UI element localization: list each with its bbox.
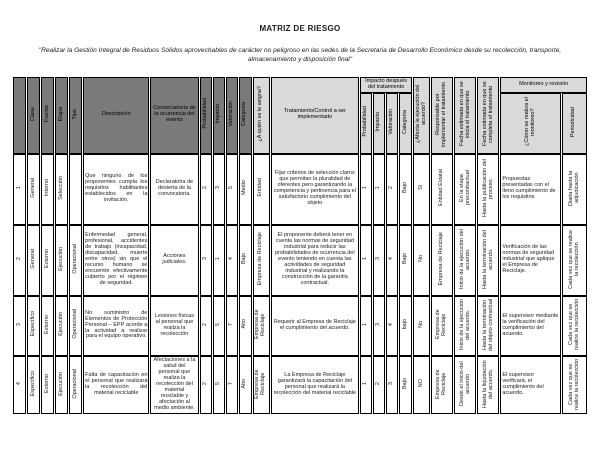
cell-asigna (253, 296, 270, 356)
cell-val2-text: 2 (388, 186, 395, 190)
table-row (13, 296, 587, 356)
cell-prob (200, 154, 212, 225)
cell-descripcion: Enfermedad general, profesional, accidentes de trabajo (incapacidad, discapacidad, muerte entre otros) sin que el recurso humano se encuentre efectivamente cubierto por el régimen de seguridad. (83, 225, 149, 296)
cell-val2 (386, 225, 398, 296)
cell-prob2-text: 1 (362, 382, 369, 386)
cell-etapa (55, 356, 68, 415)
cell-period-text: Diaria hasta la adjudicación (567, 170, 580, 206)
cell-responsable-text: Empresa de Reciclaje (438, 231, 445, 286)
cell-imp-text: 1 (214, 257, 221, 261)
cell-asigna-text: Empresa de Reciclaje (257, 231, 264, 286)
cell-etapa-text: Ejecución (57, 312, 64, 337)
cell-fecha-inicia-text: Desde el inicio del acuerdo (458, 361, 471, 406)
cell-afecta (413, 296, 430, 356)
group-header-impacto-despues: Impacto después del tratamiento (360, 77, 412, 93)
cell-num (13, 225, 26, 296)
cell-asigna-text: Empresa de Reciclaje (254, 368, 267, 399)
cell-prob2 (360, 296, 372, 356)
cell-tipo (69, 154, 82, 225)
cell-prob-text: 2 (201, 382, 208, 386)
col-header-consecuencia: Consecuencia de la ocurrencia del evento (150, 77, 198, 154)
cell-asigna (253, 356, 270, 415)
cell-fecha-inicia (454, 356, 476, 415)
cell-afecta-text: No (417, 255, 424, 263)
col-header-responsable-label: Responsable por implementar el tratamiento (435, 81, 448, 147)
col-header-periodicidad-label: Periodicidad (570, 106, 577, 137)
cell-tipo (69, 296, 82, 356)
cell-responsable-text: Empresa de Reciclaje (435, 368, 448, 399)
col-header-clase-label: Clase (29, 106, 36, 121)
cell-cat2 (399, 296, 412, 356)
cell-prob2 (360, 356, 372, 415)
col-header-tratamiento: Tratamiento/Control a ser implementado (271, 77, 359, 154)
col-header-valoracion2 (386, 93, 398, 154)
cell-imp2-text: 3 (375, 257, 382, 261)
cell-period (562, 154, 587, 225)
cell-cat (239, 296, 252, 356)
col-header-etapa (55, 77, 68, 154)
col-header-como-monitoreo (500, 93, 560, 154)
cell-fecha-inicia (454, 296, 476, 356)
cell-fecha-inicia-text: En la etapa precontractual (458, 170, 471, 206)
cell-responsable (431, 225, 453, 296)
col-header-tipo (69, 77, 82, 154)
group-header-monitoreo: Monitoreo y revisión (500, 77, 587, 93)
cell-imp2-text: 3 (375, 322, 382, 326)
cell-prob-text: 2 (201, 186, 208, 190)
cell-imp (213, 225, 225, 296)
col-header-asigna (253, 77, 270, 154)
cell-cat2 (399, 356, 412, 415)
cell-val2 (386, 356, 398, 415)
cell-prob (200, 225, 212, 296)
col-header-tipo-label: Tipo (71, 108, 78, 120)
cell-cat2-text: Bajo (401, 378, 408, 390)
cell-period (562, 225, 587, 296)
cell-afecta (413, 154, 430, 225)
cell-cat2 (399, 225, 412, 296)
cell-num-text: 4 (15, 382, 22, 386)
cell-num (13, 356, 26, 415)
col-header-fuente-label: Fuente (43, 105, 50, 123)
cell-num (13, 154, 26, 225)
cell-tratamiento: El proponente deberá tener en cuenta las normas de seguridad industrial para reducir las probabilidades de ocurrencia del evento teniendo en cuenta las actividades de seguridad industrial y realizando la construcción de la garantía contractual. (271, 225, 359, 296)
cell-responsable-text: Entidad Estatal (438, 169, 445, 207)
risk-matrix-table (12, 77, 588, 415)
col-header-fecha-completa-label: Fecha estimada en que se completa el tratamiento (481, 81, 494, 147)
cell-tipo-text: Operacional (71, 309, 78, 339)
cell-period-text: Cada vez que se realice la recolección (567, 357, 580, 410)
cell-clase (27, 154, 40, 225)
cell-asigna-text: Empresa de Reciclaje (254, 309, 267, 339)
page-title: MATRIZ DE RIESGO (259, 24, 341, 33)
cell-clase (27, 296, 40, 356)
cell-tipo (69, 356, 82, 415)
cell-fuente (41, 296, 54, 356)
cell-val2 (386, 154, 398, 225)
cell-val-text: 5 (227, 186, 234, 190)
cell-val2 (386, 296, 398, 356)
cell-fecha-inicia-text: Inicio de la ejecución del acuerdo. (458, 298, 471, 350)
cell-consecuencia: Acciones judiciales. (150, 225, 198, 296)
cell-imp-text: 5 (214, 382, 221, 386)
cell-tipo-text: Operacional (71, 243, 78, 274)
cell-imp2 (373, 154, 385, 225)
col-header-categoria2 (399, 93, 412, 154)
table-row (13, 154, 587, 225)
cell-fuente-text: Interno (43, 179, 50, 197)
cell-prob (200, 356, 212, 415)
col-header-impacto2 (373, 93, 385, 154)
cell-prob2 (360, 225, 372, 296)
cell-fecha-inicia-text: Inicio de la ejecución del acuerdo. (458, 228, 471, 289)
cell-val (226, 356, 238, 415)
col-header-fuente (41, 77, 54, 154)
cell-etapa (55, 225, 68, 296)
col-header-impacto-label: Impacto (214, 103, 221, 124)
cell-val-text: 4 (227, 257, 234, 261)
cell-imp (213, 154, 225, 225)
document-subtitle: "Realizar la Gestión Integral de Residuos Sólidos aprovechables de carácter no peligroso en las sedes de la Secretaria de Desarrollo Económico desde su recolección, transporte, almacenamiento y disposición final" (38, 47, 562, 63)
cell-fecha-completa (477, 296, 499, 356)
cell-cat-text: Bajo (241, 253, 248, 265)
cell-monitoreo: El supervisor verificará, el cumplimiento del acuerdo. (500, 356, 560, 415)
cell-etapa-text: Ejecución (57, 371, 64, 396)
cell-afecta (413, 225, 430, 296)
col-header-num (13, 77, 26, 154)
cell-responsable-text: Empresa de Reciclaje (435, 309, 448, 339)
col-header-etapa-label: Etapa (57, 106, 64, 121)
cell-clase (27, 356, 40, 415)
cell-afecta (413, 356, 430, 415)
cell-asigna (253, 154, 270, 225)
col-header-impacto2-label: Impacto (375, 111, 382, 132)
cell-fecha-completa (477, 154, 499, 225)
cell-val-text: 7 (227, 382, 234, 386)
cell-clase-text: Específico (29, 311, 36, 337)
cell-fuente (41, 225, 54, 296)
cell-fecha-inicia (454, 154, 476, 225)
col-header-fecha-completa (477, 77, 499, 154)
cell-val (226, 154, 238, 225)
cell-clase (27, 225, 40, 296)
cell-responsable (431, 296, 453, 356)
col-header-valoracion-label: Valoración (227, 100, 234, 127)
cell-descripcion: Que ninguno de los proponentes cumpla los requisitos habilitantes establecidos en la invitación. (83, 154, 149, 225)
cell-fecha-completa-text: Hasta la liquidación del acuerdo. (481, 359, 494, 408)
cell-period (562, 356, 587, 415)
cell-cat (239, 154, 252, 225)
cell-val2-text: 4 (388, 257, 395, 261)
col-header-probabilidad (200, 77, 212, 154)
cell-num-text: 2 (15, 257, 22, 261)
cell-imp2 (373, 225, 385, 296)
cell-cat2-text: Bajo (401, 182, 408, 194)
cell-prob-text: 2 (201, 322, 208, 326)
cell-prob (200, 296, 212, 356)
cell-monitoreo: El supervisor mediante la verificación del cumplimiento del acuerdo. (500, 296, 560, 356)
col-header-valoracion (226, 77, 238, 154)
col-header-categoria (239, 77, 252, 154)
cell-imp2-text: 2 (375, 382, 382, 386)
col-header-probabilidad2 (360, 93, 372, 154)
cell-cat (239, 225, 252, 296)
cell-tipo-text: Operacional (71, 368, 78, 399)
cell-tratamiento: Fijar criterios de selección claros que permitan la pluralidad de oferentes pero garantizando la competencia y pertinencia para el satisfactorio cumplimiento del objeto (271, 154, 359, 225)
cell-fecha-inicia (454, 225, 476, 296)
cell-imp (213, 356, 225, 415)
table-row (13, 225, 587, 296)
cell-period-text: Cada vez que se realice la recolección (567, 298, 580, 350)
cell-consecuencia: Declaratoria de desierta de la convocatoria. (150, 154, 198, 225)
col-header-fecha-inicia-label: Fecha estimada en que se inicia el tratamiento (458, 81, 471, 147)
cell-num-text: 1 (15, 186, 22, 190)
cell-prob2 (360, 154, 372, 225)
cell-imp-text: 5 (214, 322, 221, 326)
cell-clase-text: General (29, 248, 36, 269)
cell-tipo (69, 225, 82, 296)
cell-fuente-text: Externo (43, 249, 50, 269)
col-header-fecha-inicia (454, 77, 476, 154)
cell-asigna-text: Entidad (257, 178, 264, 198)
cell-cat2-text: bajo (401, 318, 408, 330)
col-header-descripcion: Descripción (83, 77, 149, 154)
cell-fuente (41, 154, 54, 225)
cell-afecta-text: NO (417, 379, 424, 388)
col-header-afecta-label: ¿Afecta la ejecución del acuerdo? (414, 84, 427, 143)
cell-afecta-text: Si (417, 185, 424, 191)
cell-imp2-text: 1 (375, 186, 382, 190)
cell-cat-text: Alto (241, 319, 248, 329)
col-header-periodicidad (562, 93, 587, 154)
cell-val2-text: 4 (388, 322, 395, 326)
col-header-responsable (431, 77, 453, 154)
cell-val2-text: 3 (388, 382, 395, 386)
cell-clase-text: General (29, 177, 36, 198)
risk-matrix-body (13, 154, 587, 415)
cell-imp-text: 3 (214, 186, 221, 190)
cell-cat2-text: Bajo (401, 253, 408, 265)
cell-fecha-completa-text: Hasta la publicación del proceso. (481, 158, 494, 217)
cell-prob2-text: 1 (362, 257, 369, 261)
col-header-valoracion2-label: Valoración (388, 108, 395, 135)
cell-consecuencia: Afectaciones a la salud del personal que realiza la recolección del material reciclable y afectación al medio ambiente. (150, 356, 198, 415)
cell-cat-text: Medio (241, 180, 248, 196)
col-header-asigna-label: ¿A quién se le asigna? (257, 85, 264, 142)
cell-fecha-completa-text: Hasta la terminación del acuerdo. (481, 229, 494, 289)
cell-fuente-text: Externo (43, 374, 50, 394)
cell-clase-text: Específico (29, 370, 36, 397)
cell-monitoreo: Propuestas presentadas con el lleno cumplimiento de los requisitos (500, 154, 560, 225)
cell-etapa (55, 154, 68, 225)
col-header-como-monitoreo-label: ¿Cómo se realiza el monitoreo? (523, 97, 536, 147)
col-header-impacto (213, 77, 225, 154)
cell-responsable (431, 154, 453, 225)
cell-tratamiento: La Empresa de Reciclaje garantizará la capacitación del personal que realizará la recolección del material reciclable (271, 356, 359, 415)
cell-val (226, 225, 238, 296)
cell-imp2 (373, 356, 385, 415)
cell-descripcion: Falta de capacitación en el personal que realizará la recolección del material reciclable (83, 356, 149, 415)
cell-descripcion: No suministro de Elementos de Protección Personal – EPP acorde a la actividad a realizar para el equipo operativo. (83, 296, 149, 356)
cell-fecha-completa (477, 356, 499, 415)
cell-period (562, 296, 587, 356)
cell-cat-text: Alto (241, 378, 248, 389)
cell-cat2 (399, 154, 412, 225)
col-header-categoria-label: Categoría (241, 101, 248, 126)
cell-asigna (253, 225, 270, 296)
cell-etapa (55, 296, 68, 356)
cell-afecta-text: No (417, 320, 424, 328)
cell-etapa-text: Selección (57, 175, 64, 200)
cell-prob2-text: 1 (362, 186, 369, 190)
cell-prob-text: 3 (201, 257, 208, 261)
cell-cat (239, 356, 252, 415)
col-header-clase (27, 77, 40, 154)
cell-monitoreo: Verificación de las normas de seguridad industrial que aplique el Empresa de Reciclaje. (500, 225, 560, 296)
cell-etapa-text: Ejecución (57, 246, 64, 271)
cell-prob2-text: 1 (362, 322, 369, 326)
cell-period-text: Cada vez que se realice la recolección (567, 229, 580, 289)
cell-imp2 (373, 296, 385, 356)
col-header-afecta (413, 77, 430, 154)
cell-fecha-completa (477, 225, 499, 296)
table-row (13, 356, 587, 415)
cell-imp (213, 296, 225, 356)
cell-responsable (431, 356, 453, 415)
cell-consecuencia: Lesiones físicas al personal que realiza la recolección (150, 296, 198, 356)
cell-val-text: 7 (227, 322, 234, 326)
cell-fuente (41, 356, 54, 415)
cell-num-text: 3 (15, 322, 22, 326)
cell-num (13, 296, 26, 356)
cell-tratamiento: Requerir al Empresa de Reciclaje el cumplimiento del acuerdo. (271, 296, 359, 356)
cell-val (226, 296, 238, 356)
cell-fuente-text: Externo (43, 314, 50, 334)
col-header-probabilidad2-label: Probabilidad (362, 106, 369, 137)
cell-fecha-completa-text: Hasta la terminación del objeto contractual (481, 297, 494, 351)
col-header-categoria2-label: Categoría (401, 109, 408, 134)
col-header-probabilidad-label: Probabilidad (201, 98, 208, 130)
